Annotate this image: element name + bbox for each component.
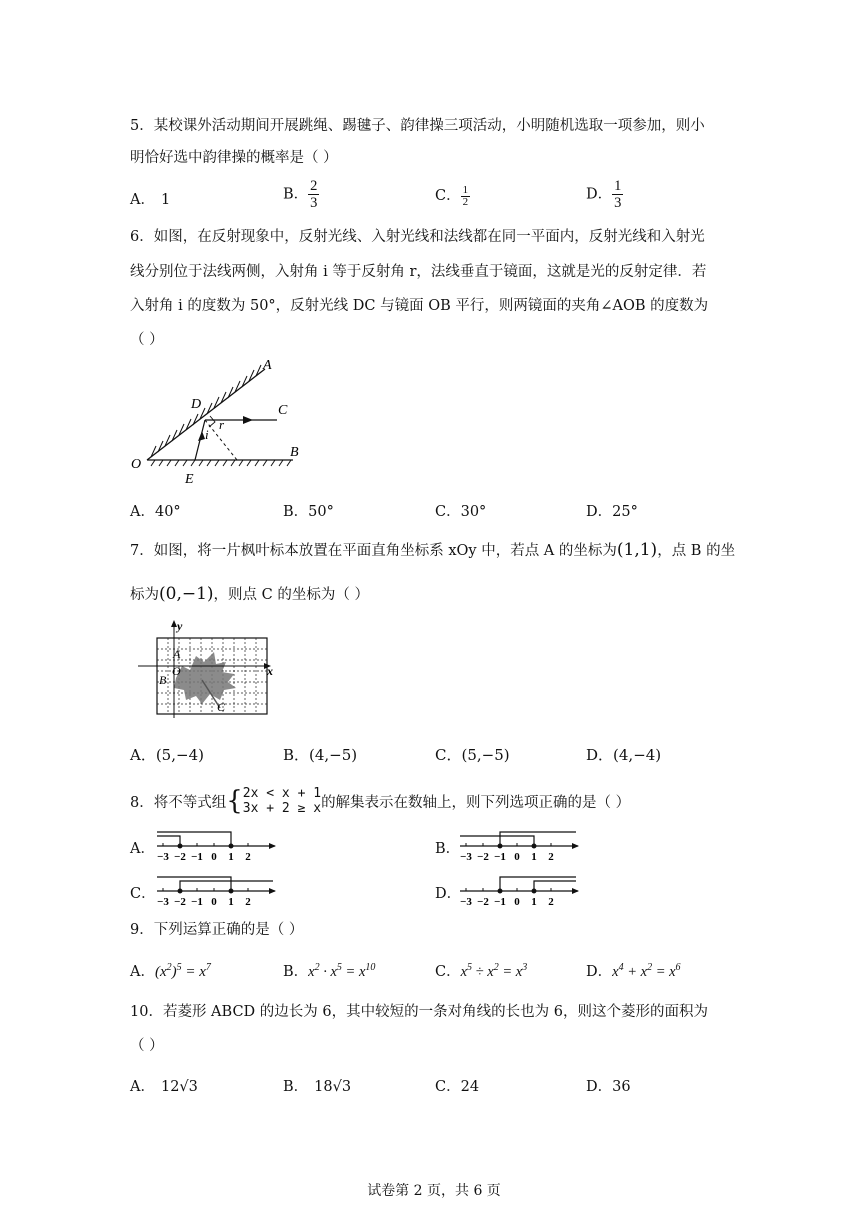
q7-option-b: B．(4,−5) [283,746,358,764]
tick-label: 1 [531,896,537,908]
q10-option-c: C．24 [435,1079,480,1095]
endpoint-dot [498,844,503,849]
q9-option-a: A．$(x^2)^5 = x^7$ [130,962,211,980]
label-e: E [185,472,194,487]
tick-label: 2 [548,851,554,863]
q5-option-a: A． 1 [130,192,171,208]
solution-ray [157,832,231,846]
reflected-arrow [243,416,253,424]
number-axis-arrow [572,888,579,894]
tick-label: −1 [191,896,203,908]
q8-option-d-numberline [458,871,588,911]
tick-label: 2 [245,851,251,863]
tick-label: 0 [211,851,217,863]
q6-option-b: B．50° [283,504,334,520]
endpoint-dot [229,889,234,894]
q8-option-c-label: C． [130,886,156,902]
q10-option-d: D．36 [586,1079,631,1095]
number-axis-arrow [269,843,276,849]
endpoint-dot [178,889,183,894]
mirror-oa-hatching [151,365,261,457]
solution-ray [500,877,576,891]
q9-option-c: C．$x^5 \div x^2 = x^3$ [435,962,528,980]
tick-label: −3 [460,896,472,908]
label-c: C [278,403,288,418]
q6-line2: 线分别位于法线两侧，入射角 i 等于反射角 r，法线垂直于镜面，这就是光的反射定律．若 [130,264,707,280]
label-a: A [173,647,181,661]
tick-label: 1 [228,851,234,863]
q7-line2: 标为(0,−1)，则点 C 的坐标为（ ） [130,584,369,604]
solution-ray [157,836,180,846]
tick-label: 0 [211,896,217,908]
q5-option-b: B． $\frac{2}{3}$ [283,178,318,211]
label-r: r [219,417,225,432]
tick-label: −2 [174,851,186,863]
label-b: B [159,673,167,687]
tick-label: −3 [157,896,169,908]
q5-option-d: D． $\frac{1}{3}$ [586,178,622,211]
endpoint-dot [229,844,234,849]
solution-ray [500,832,576,846]
q7-option-a: A．(5,−4) [130,746,204,764]
q5-line1: 5．某校课外活动期间开展跳绳、踢毽子、韵律操三项活动，小明随机选取一项参加，则小 [130,118,705,134]
solution-ray [157,877,231,891]
tick-label: −1 [494,896,506,908]
tick-label: −2 [174,896,186,908]
q10-option-b: B． 18√3 [283,1079,352,1095]
q6-line1: 6．如图，在反射现象中，反射光线、入射光线和法线都在同一平面内，反射光线和入射光 [130,229,705,245]
label-b: B [290,445,299,460]
q6-line4: （ ） [130,332,164,348]
label-x: x [267,664,273,678]
solution-ray [460,836,534,846]
endpoint-dot [178,844,183,849]
tick-label: 0 [514,896,520,908]
tick-label: 1 [228,896,234,908]
q10-option-a: A． 12√3 [130,1079,198,1095]
q5-option-c: C． $\frac{1}{2}$ [435,183,469,208]
tick-label: −3 [157,851,169,863]
mirror-ob-hatching [151,460,291,466]
incident-arrow [198,431,205,441]
q9-option-d: D．$x^4 + x^2 = x^6$ [586,962,681,980]
q7-maple-leaf-figure [130,618,280,730]
q8-option-a-numberline [155,826,285,866]
label-o: O [131,457,142,472]
tick-label: 1 [531,851,537,863]
q6-option-d: D．25° [586,504,638,520]
number-axis-arrow [572,843,579,849]
page-footer: 试卷第 2 页，共 6 页 [367,1183,501,1199]
tick-label: −1 [494,851,506,863]
endpoint-dot [532,889,537,894]
endpoint-dot [498,889,503,894]
label-y: y [177,619,183,633]
label-i: i [205,427,209,442]
tick-label: 2 [245,896,251,908]
q7-line1: 7．如图，将一片枫叶标本放置在平面直角坐标系 xOy 中，若点 A 的坐标为(1,1)，点 B 的坐 [130,540,736,560]
q9-stem: 9．下列运算正确的是（ ） [130,922,304,938]
solution-ray [534,881,576,891]
tick-label: −2 [477,851,489,863]
tick-label: −2 [477,896,489,908]
q8-option-c-numberline [155,871,285,911]
q5-line2: 明恰好选中韵律操的概率是（ ） [130,150,338,166]
solution-ray [180,881,273,891]
number-axis-arrow [269,888,276,894]
q6-line3: 入射角 i 的度数为 50°，反射光线 DC 与镜面 OB 平行，则两镜面的夹角∠AOB 的度数为 [130,298,709,314]
q6-mirror-figure [125,355,305,490]
q6-option-a: A．40° [130,504,181,520]
q8-option-a-label: A． [130,841,155,857]
label-c: C [217,700,226,714]
q7-option-c: C．(5,−5) [435,746,510,764]
q8-option-b-numberline [458,826,588,866]
tick-label: −3 [460,851,472,863]
q6-option-c: C．30° [435,504,487,520]
mirror-oa [147,369,265,460]
q7-option-d: D．(4,−4) [586,746,662,764]
tick-label: −1 [191,851,203,863]
endpoint-dot [532,844,537,849]
q9-option-b: B．$x^2 \cdot x^5 = x^{10}$ [283,962,376,980]
label-a: A [263,358,272,373]
label-o: O [172,664,181,678]
tick-label: 2 [548,896,554,908]
q10-line2: （ ） [130,1038,164,1054]
label-d: D [191,397,202,412]
q8-option-b-label: B． [435,841,461,857]
q8-stem: 8．将不等式组{ 2x < x + 1 3x + 2 ≥ x 的解集表示在数轴上，则下列选项正确的是（ ） [130,786,631,816]
q10-line1: 10．若菱形 ABCD 的边长为 6，其中较短的一条对角线的长也为 6，则这个菱形的面积为 [130,1004,708,1020]
tick-label: 0 [514,851,520,863]
q8-option-d-label: D． [435,886,462,902]
